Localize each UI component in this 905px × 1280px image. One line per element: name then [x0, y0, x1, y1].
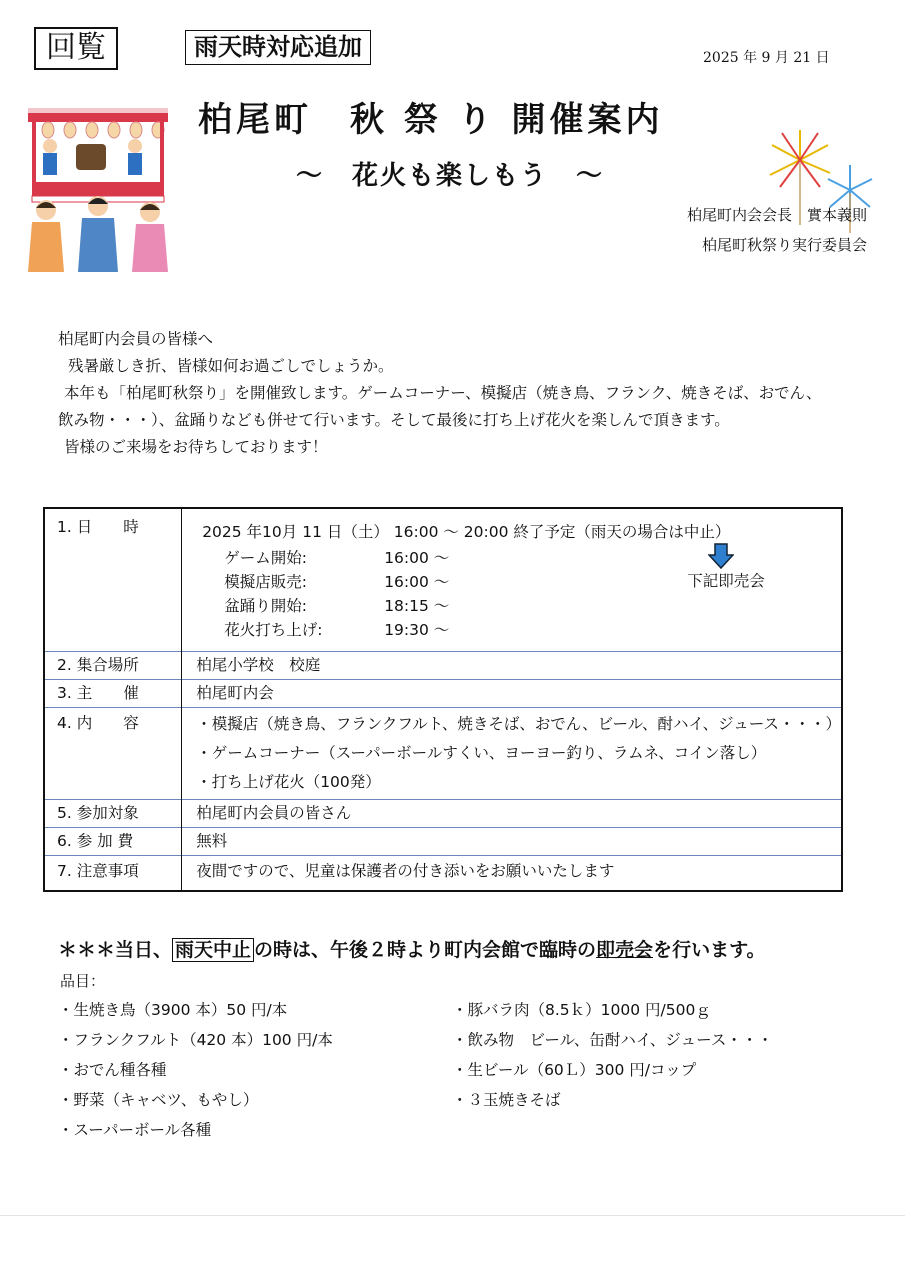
list-item: ・飲み物 ビール、缶酎ハイ、ジュース・・・	[452, 1031, 773, 1049]
row-label: 6. 参 加 費	[44, 828, 182, 856]
event-line	[224, 618, 841, 642]
table-row-audience	[44, 800, 842, 828]
kairan-label: 回覧	[34, 27, 118, 70]
event-time: 16:00 ～	[384, 573, 450, 591]
organizer-committee: 柏尾町秋祭り実行委員会	[701, 236, 867, 254]
notice-prefix: ＊＊＊当日、	[58, 939, 173, 961]
list-item: ・フランクフルト（420 本）100 円/本	[58, 1031, 333, 1049]
table-row-notes	[44, 856, 842, 892]
event-time: 18:15 ～	[384, 597, 450, 615]
items-right-list	[452, 995, 773, 1115]
greeting: 柏尾町内会員の皆様へ	[58, 330, 214, 348]
table-row-content	[44, 708, 842, 800]
page-bottom-divider	[0, 1215, 905, 1216]
schedule-cell	[182, 508, 842, 652]
schedule-main: 2025 年10月 11 日（土） 16:00 ～ 20:00 終了予定（雨天の場合は中止）	[202, 523, 731, 541]
page-title: 柏尾町 秋 祭 り 開催案内	[198, 100, 664, 140]
event-name: 模擬店販売:	[224, 573, 307, 591]
event-line	[224, 594, 841, 618]
row-label: 1. 日 時	[44, 508, 182, 652]
event-line	[224, 546, 841, 570]
event-time: 19:30 ～	[384, 621, 450, 639]
list-item: ・おでん種各種	[58, 1061, 167, 1079]
content-cell	[182, 708, 842, 800]
organizer-chair: 柏尾町内会会長 實本義則	[686, 206, 867, 224]
row-value: 夜間ですので、児童は保護者の付き添いをお願いいたします	[182, 856, 842, 892]
notice-suffix: を行います。	[653, 939, 766, 961]
items-left-list	[58, 995, 333, 1145]
row-label: 3. 主 催	[44, 680, 182, 708]
list-item: ・野菜（キャベツ、もやし）	[58, 1091, 259, 1109]
issue-date: 2025 年 9 月 21 日	[703, 50, 830, 66]
table-row-venue	[44, 652, 842, 680]
content-line: ・模擬店（焼き鳥、フランクフルト、焼きそば、おでん、ビール、酎ハイ、ジュース・・・）	[196, 715, 841, 733]
row-value: 無料	[182, 828, 842, 856]
row-value: 柏尾町内会員の皆さん	[182, 800, 842, 828]
list-item: ・生焼き鳥（3900 本）50 円/本	[58, 1001, 288, 1019]
row-value: 柏尾小学校 校庭	[182, 652, 842, 680]
table-row-schedule	[44, 508, 842, 652]
added-notice-label: 雨天時対応追加	[185, 30, 371, 65]
intro-line-2: 本年も「柏尾町秋祭り」を開催致します。ゲームコーナー、模擬店（焼き鳥、フランク、焼きそば、おでん、	[64, 384, 822, 402]
festival-illustration	[10, 100, 190, 280]
intro-text	[58, 326, 822, 461]
intro-line-3: 飲み物・・・）、盆踊りなども併せて行います。そして最後に打ち上げ花火を楽しんで頂きます。	[58, 411, 730, 429]
rain-notice	[58, 935, 766, 962]
table-row-fee	[44, 828, 842, 856]
event-time: 16:00 ～	[384, 549, 450, 567]
list-item: ・生ビール（60Ｌ）300 円/コップ	[452, 1061, 697, 1079]
event-name: 盆踊り開始:	[224, 597, 307, 615]
list-item: ・豚バラ肉（8.5ｋ）1000 円/500ｇ	[452, 1001, 711, 1019]
table-row-host	[44, 680, 842, 708]
event-name: 花火打ち上げ:	[224, 621, 323, 639]
notice-boxed: 雨天中止	[172, 938, 254, 962]
event-name: ゲーム開始:	[224, 549, 307, 567]
row-value: 柏尾町内会	[182, 680, 842, 708]
notice-middle: の時は、午後２時より町内会館で臨時の	[254, 939, 597, 961]
notice-underlined: 即売会	[596, 939, 654, 961]
schedule-events	[196, 546, 841, 642]
content-line: ・ゲームコーナー（スーパーボールすくい、ヨーヨー釣り、ラムネ、コイン落し）	[196, 744, 767, 762]
arrow-down-icon	[708, 543, 734, 569]
list-item: ・３玉焼きそば	[452, 1091, 561, 1109]
row-label: 5. 参加対象	[44, 800, 182, 828]
organizer-block	[687, 200, 867, 260]
list-item: ・スーパーボール各種	[58, 1121, 212, 1139]
row-label: 7. 注意事項	[44, 856, 182, 892]
intro-line-1: 残暑厳しき折、皆様如何お過ごしでしょうか。	[68, 357, 394, 375]
rain-sale-note: 下記即売会	[687, 572, 765, 590]
row-label: 2. 集合場所	[44, 652, 182, 680]
intro-line-4: 皆様のご来場をお待ちしております！	[64, 438, 328, 456]
content-line: ・打ち上げ花火（100発）	[196, 773, 381, 791]
items-heading: 品目：	[60, 972, 106, 990]
page-subtitle: ～ 花火も楽しもう ～	[296, 161, 605, 191]
event-info-table	[43, 507, 843, 892]
row-label: 4. 内 容	[44, 708, 182, 800]
